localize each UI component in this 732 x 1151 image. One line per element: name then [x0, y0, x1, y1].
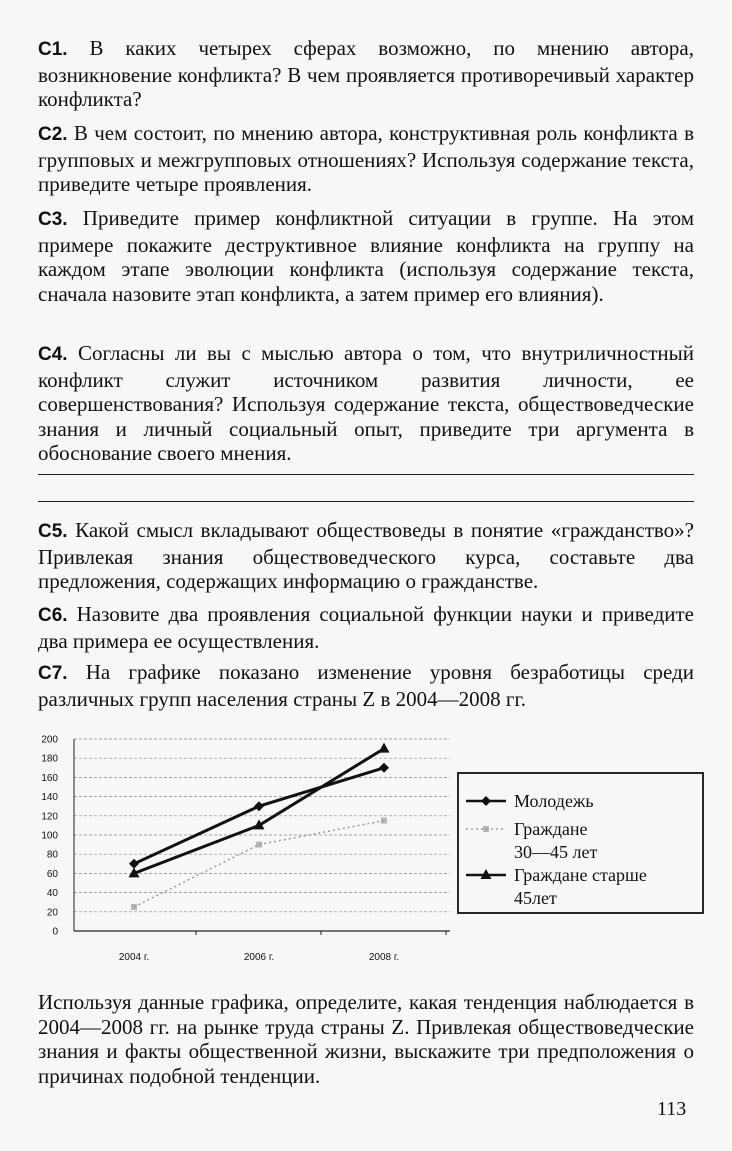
question-label: С1. [38, 39, 68, 60]
question-text: Какой смысл вкладывают обществоведы в понятие «гражданство»? Привлекая знания обществоведческого курса, составьте два предложения, содержащих информацию о гражданстве. [38, 518, 695, 593]
question-label: С7. [38, 663, 68, 684]
question-text: Согласны ли вы с мыслью автора о том, что внутриличностный конфликт служит источником развития личности, ее совершенствования? Используя содержание текста, обществоведческие знания и личный социальный опыт, приведите три аргумента в обоснование своего мнения. [38, 341, 695, 465]
y-tick-label: 180 [41, 753, 58, 765]
x-tick-label: 2004 г. [118, 952, 150, 963]
question-c7 [38, 660, 694, 711]
page-number: 113 [657, 1098, 687, 1120]
y-tick-label: 160 [41, 772, 58, 784]
legend-label: Молодежь [514, 791, 594, 811]
y-tick-label: 60 [46, 868, 58, 880]
y-tick-label: 80 [46, 849, 58, 861]
y-tick-label: 120 [41, 811, 58, 823]
data-point [379, 763, 389, 773]
question-c1 [38, 36, 694, 112]
data-point [379, 743, 390, 753]
legend-label: Граждане старше [514, 865, 647, 885]
question-text: Приведите пример конфликтной ситуации в группе. На этом примере покажите деструктивное влияние конфликта на группу на каждом этапе эволюции конфликта (используя содержание текста, сначала назовите этап конфликта, а затем пример его влияния). [38, 206, 694, 306]
data-point [254, 801, 264, 811]
y-tick-label: 140 [41, 792, 58, 804]
question-label: С2. [38, 124, 68, 145]
y-tick-label: 20 [46, 907, 58, 919]
x-tick-label: 2006 г. [243, 952, 275, 963]
data-point [256, 842, 262, 848]
y-tick-label: 200 [41, 734, 58, 746]
question-label: С3. [38, 209, 68, 230]
y-tick-label: 40 [46, 888, 58, 900]
question-c7-task [38, 990, 694, 1088]
answer-line [38, 501, 694, 502]
question-c3 [38, 206, 694, 306]
question-text: В чем состоит, по мнению автора, конструктивная роль конфликта в групповых и межгрупповых отношениях? Используя содержание текста, приведите четыре проявления. [38, 121, 694, 196]
x-tick-label: 2008 г. [368, 952, 400, 963]
legend-marker [481, 796, 491, 806]
legend-label: Граждане [514, 819, 588, 839]
y-tick-label: 0 [52, 926, 58, 938]
question-text: Назовите два проявления социальной функции науки и приведите два примера ее осуществления. [38, 602, 695, 653]
question-c6 [38, 602, 694, 653]
legend-label: 45лет [514, 888, 557, 908]
question-label: С5. [38, 521, 68, 542]
question-label: С4. [38, 344, 68, 365]
legend-label: 30—45 лет [514, 842, 598, 862]
question-text: На графике показано изменение уровня безработицы среди различных групп населения страны Z в 2004—2008 гг. [38, 660, 695, 711]
task-text: Используя данные графика, определите, какая тенденция наблюдается в 2004—2008 гг. на рынке труда страны Z. Привлекая обществоведческие знания и факты общественной жизни, выскажите три предположения о причинах подобной тенденции. [38, 990, 694, 1088]
legend-marker [483, 826, 489, 832]
question-c5 [38, 518, 694, 594]
question-c4 [38, 341, 694, 466]
y-tick-label: 100 [41, 830, 58, 842]
unemployment-chart [30, 728, 710, 970]
answer-line [38, 474, 694, 475]
data-point [131, 904, 137, 910]
data-point [381, 818, 387, 824]
question-c2 [38, 121, 694, 197]
series-line [134, 821, 384, 907]
question-text: В каких четырех сферах возможно, по мнению автора, возникновение конфликта? В чем проявляется противоречивый характер конфликта? [38, 36, 694, 111]
data-point [129, 859, 139, 869]
question-label: С6. [38, 605, 68, 626]
